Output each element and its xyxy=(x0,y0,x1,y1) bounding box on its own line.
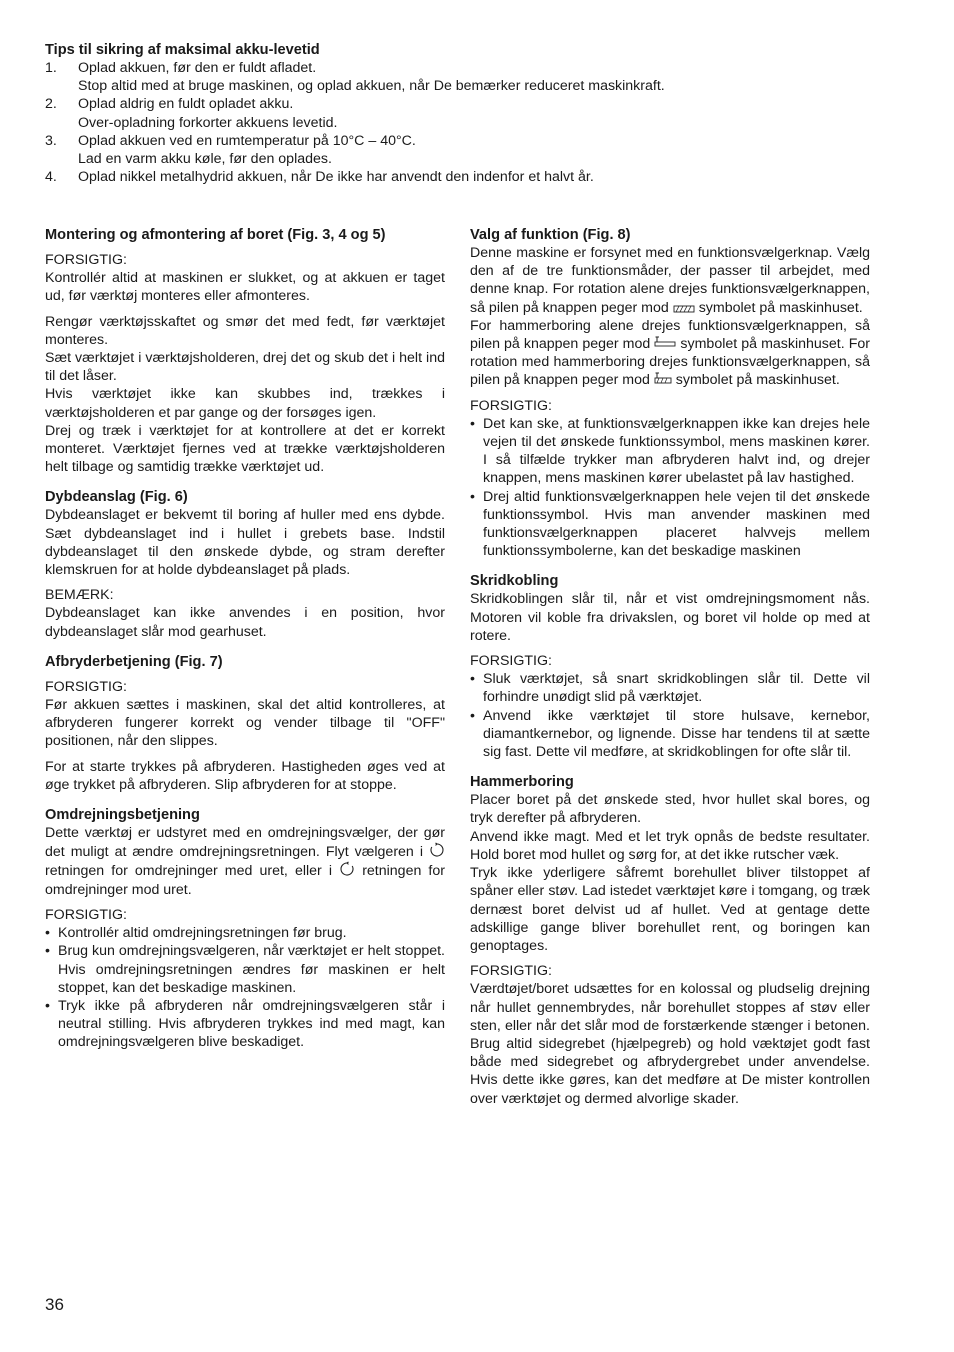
list-item: • Drej altid funktionsvælgerknappen hele vejen til det ønskede funktionssymbol. Hvis man anvender maskinen med funktionsvælgerknappen placeret halvvejs mellem funktionssymbolerne, kan det beskadige maskinen xyxy=(470,488,870,560)
battery-tips-title: Tips til sikring af maksimal akku-levetid xyxy=(45,42,320,58)
list-item: • Tryk ikke på afbryderen når omdrejningsvælgeren står i neutral stilling. Hvis afbryderen trykkes ind med magt, kan omdrejningsvælgeren blive beskadiget. xyxy=(45,997,445,1051)
paragraph: For hammerboring alene drejes funktionsvælgerknappen, så pilen på knappen peger mod symbolet på maskinhuset. For rotation med hammerboring drejes funktionsvælgerknappen, så pilen på knappen peger mod symbolet på maskinhuset. xyxy=(470,317,870,389)
caution-label: FORSIGTIG: xyxy=(45,252,127,268)
caution-label: FORSIGTIG: xyxy=(470,963,552,980)
list-item: 3. Oplad akkuen ved en rumtemperatur på 10°C – 40°C. Lad en varm akku køle, før den oplades. xyxy=(45,132,416,168)
page-number: 36 xyxy=(45,1295,64,1314)
caution-list xyxy=(45,924,445,1051)
section-title: Dybdeanslag (Fig. 6) xyxy=(45,489,188,506)
paragraph: Anvend ikke magt. Med et let tryk opnås de bedste resultater. Hold boret mod hullet og sørg for, at det ikke rutscher væk. xyxy=(470,828,870,863)
section-title: Skridkobling xyxy=(470,573,559,590)
caution-label: FORSIGTIG: xyxy=(470,653,552,670)
paragraph: Skridkoblingen slår til, når et vist omdrejningsmoment nås. Motoren vil koble fra drivakslen, og boret vil holde op med at rotere. xyxy=(470,591,870,644)
caution-label: FORSIGTIG: xyxy=(470,397,552,414)
counterclockwise-icon xyxy=(339,861,355,877)
battery-tips-section xyxy=(45,41,915,186)
list-item: • Det kan ske, at funktionsvælgerknappen ikke kan drejes hele vejen til det ønskede funktionssymbol, mens maskinen kører. I så tilfælde trykker man afbryderen halvt ind, og drejer knappen, mens maskinen kører ubelastet på lav hastighed. xyxy=(470,415,870,487)
caution-text: Værdtøjet/boret udsættes for en kolossal og pludselig drejning når hullet gennembrydes, når borehullet stoppes af støv eller sten, eller når det slår mod de forstærkende stænger i betonen. Brug altid sidegrebet (hjælpegreb) og hold væktøjet godt fast både med sidegrebet og afbrydergrebet under anvendelse. Hvis dette ikke gøres, kan det medføre at De mister kontrollen over værktøjet og dermed alvorlige skader. xyxy=(470,981,870,1107)
list-item: • Sluk værktøjet, så snart skridkoblingen slår til. Dette vil forhindre unødigt slid på værktøjet. xyxy=(470,671,870,706)
slip-clutch-section xyxy=(470,572,870,761)
battery-tips-list xyxy=(45,59,915,186)
right-column xyxy=(470,226,870,1120)
function-select-section xyxy=(470,226,870,560)
rotation-hammer-icon xyxy=(654,372,672,386)
list-item: 4. Oplad nikkel metalhydrid akkuen, når De ikke har anvendt den indenfor et halvt år. xyxy=(45,169,594,186)
mounting-section xyxy=(45,226,445,476)
note-text: Dybdeanslaget kan ikke anvendes i en position, hvor dybdeanslaget slår mod gearhuset. xyxy=(45,605,445,640)
paragraph: For at starte trykkes på afbryderen. Hastigheden øges ved at øge trykket på afbryderen. Slip afbryderen for at stoppe. xyxy=(45,758,445,793)
caution-label: FORSIGTIG: xyxy=(45,906,127,923)
paragraph: Dette værktøj er udstyret med en omdrejningsvælger, der gør det muligt at ændre omdrejningsretningen. Flyt vælgeren i retningen for omdrejninger med uret, eller i retningen for omdrejninger mod uret. xyxy=(45,825,445,898)
list-item: • Kontrollér altid omdrejningsretningen før brug. xyxy=(45,925,347,942)
rotation-only-icon xyxy=(673,304,695,314)
list-item: 2. Oplad aldrig en fuldt opladet akku. Over-opladning forkorter akkuens levetid. xyxy=(45,96,338,131)
depth-stop-section xyxy=(45,488,445,640)
clockwise-icon xyxy=(429,842,445,858)
caution-text: Før akkuen sættes i maskinen, skal det altid kontrolleres, at afbryderen fungerer korrekt og vender tilbage til "OFF" positionen, når den slippes. xyxy=(45,697,445,750)
caution-list xyxy=(470,415,870,561)
paragraph: Placer boret på det ønskede sted, hvor hullet skal bores, og tryk derefter på afbryderen. xyxy=(470,792,870,827)
paragraph: Tryk ikke yderligere såfremt borehullet bliver tilstoppet af spåner eller støv. Lad istedet værktøjet køre i tomgang, og træk dernæst boret delvist ud af hullet. Ved at gentage dette adskillige gange bliver borehullet rent, og boringen kan genoptages. xyxy=(470,865,870,954)
section-title: Valg af funktion (Fig. 8) xyxy=(470,227,631,243)
paragraph: Drej og træk i værktøjet for at kontrollere at det er korrekt monteret. Værktøjet fjernes ved at trække værktøjsholderen helt tilbage og samtidig trække værktøjet ud. xyxy=(45,422,445,476)
paragraph: Dybdeanslaget er bekvemt til boring af huller med ens dybde. Sæt dybdeanslaget ind i hullet i grebets base. Indstil dybdeanslaget til den ønskede dybde, og stram derefter klemskruen for at holde dybdeanslaget på plads. xyxy=(45,507,445,579)
paragraph: Rengør værktøjsskaftet og smør det med fedt, før værktøjet monteres. xyxy=(45,313,445,348)
list-item: 1. Oplad akkuen, før den er fuldt afladet. Stop altid med at bruge maskinen, og oplad akkuen, når De bemærker reduceret maskinkraft. xyxy=(45,60,665,95)
switch-section xyxy=(45,653,445,794)
paragraph: Denne maskine er forsynet med en funktionsvælgerknap. Vælg den af de tre funktionsmåder, der passer til arbejdet, med denne knap. For rotation alene drejes funktionsvælgerknappen, så pilen på knappen peger mod symbolet på maskinhuset. xyxy=(470,245,870,316)
section-title: Afbryderbetjening (Fig. 7) xyxy=(45,653,223,670)
section-title: Omdrejningsbetjening xyxy=(45,807,200,824)
paragraph: Hvis værktøjet ikke kan skubbes ind, trækkes i værktøjsholderen et par gange og der forsøges igen. xyxy=(45,386,445,421)
list-item: • Brug kun omdrejningsvælgeren, når værktøjet er helt stoppet. Hvis omdrejningsretningen ændres før maskinen er helt stoppet, kan det beskadige maskinen. xyxy=(45,943,445,996)
note-label: BEMÆRK: xyxy=(45,587,114,604)
hammer-drilling-section xyxy=(470,773,870,1107)
hammer-only-icon xyxy=(654,336,676,350)
section-title: Hammerboring xyxy=(470,774,574,791)
rotation-section xyxy=(45,806,445,1051)
list-item: • Anvend ikke værktøjet til store hulsave, kernebor, diamantkernebor, og lignende. Disse har tendens til at sætte sig fast. Dette vil medføre, at skridkoblingen for ofte slår til. xyxy=(470,707,870,761)
paragraph: Sæt værktøjet i værktøjsholderen, drej det og skub det i helt ind til det låser. xyxy=(45,350,445,385)
caution-list xyxy=(470,670,870,761)
left-column xyxy=(45,226,445,1064)
caution-label: FORSIGTIG: xyxy=(45,678,127,695)
section-title: Montering og afmontering af boret (Fig. 3, 4 og 5) xyxy=(45,227,386,243)
caution-text: Kontrollér altid at maskinen er slukket, og at akkuen er taget ud, før værktøj monteres eller afmonteres. xyxy=(45,270,445,305)
